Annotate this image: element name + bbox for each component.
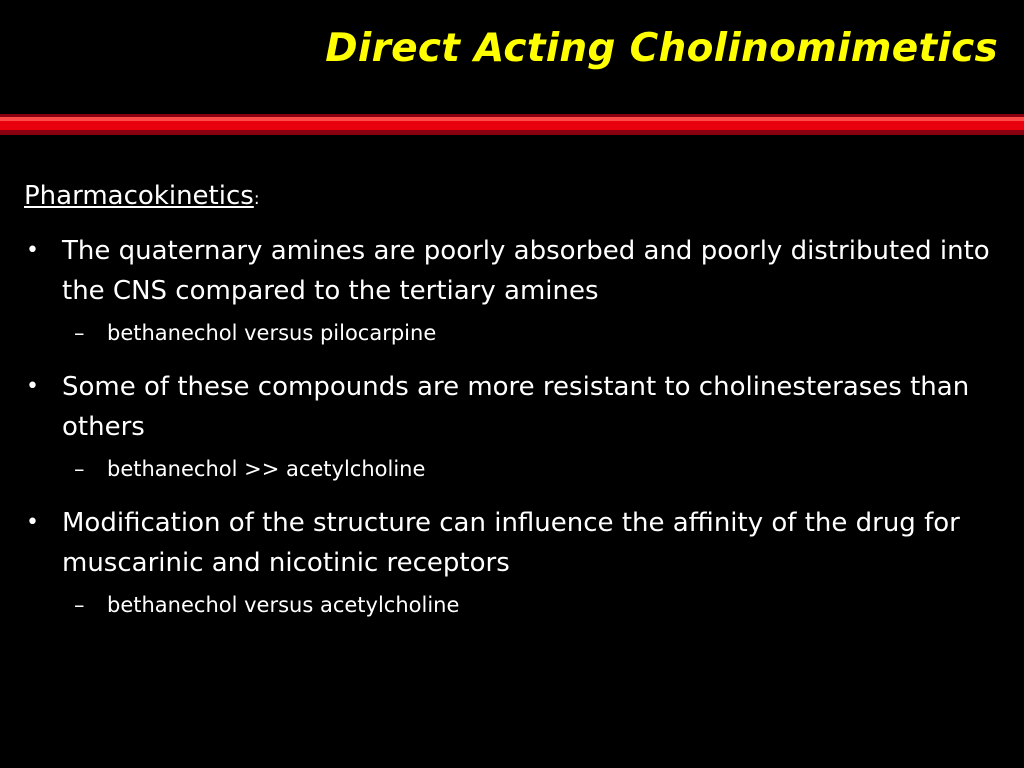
bullet-text: Modification of the structure can influence the affinity of the drug for muscarinic and nicotinic receptors (62, 508, 960, 578)
divider-band-main (0, 121, 1024, 130)
sub-bullet-text: bethanechol >> acetylcholine (107, 457, 426, 481)
divider-band-bottom (0, 130, 1024, 135)
sub-bullet-item (24, 589, 1004, 621)
slide-content (24, 176, 1004, 639)
sub-bullet-text: bethanechol versus pilocarpine (107, 321, 437, 345)
heading-colon: : (253, 189, 260, 209)
heading-text: Pharmacokinetics (24, 181, 254, 211)
sub-bullet-marker: – (74, 593, 85, 617)
sub-bullet-marker: – (74, 457, 85, 481)
sub-bullet-marker: – (74, 321, 85, 345)
bullet-text: The quaternary amines are poorly absorbed and poorly distributed into the CNS compared to the tertiary amines (62, 236, 990, 306)
slide-title: Direct Acting Cholinomimetics (325, 26, 998, 71)
title-divider (0, 114, 1024, 138)
bullet-item (24, 231, 1004, 311)
bullet-item (24, 503, 1004, 583)
bullet-marker: • (26, 374, 39, 399)
section-heading (24, 176, 1004, 219)
sub-bullet-item (24, 317, 1004, 349)
sub-bullet-text: bethanechol versus acetylcholine (107, 593, 460, 617)
bullet-text: Some of these compounds are more resistant to cholinesterases than others (62, 372, 970, 442)
bullet-marker: • (26, 238, 39, 263)
bullet-item (24, 367, 1004, 447)
sub-bullet-item (24, 453, 1004, 485)
bullet-marker: • (26, 510, 39, 535)
